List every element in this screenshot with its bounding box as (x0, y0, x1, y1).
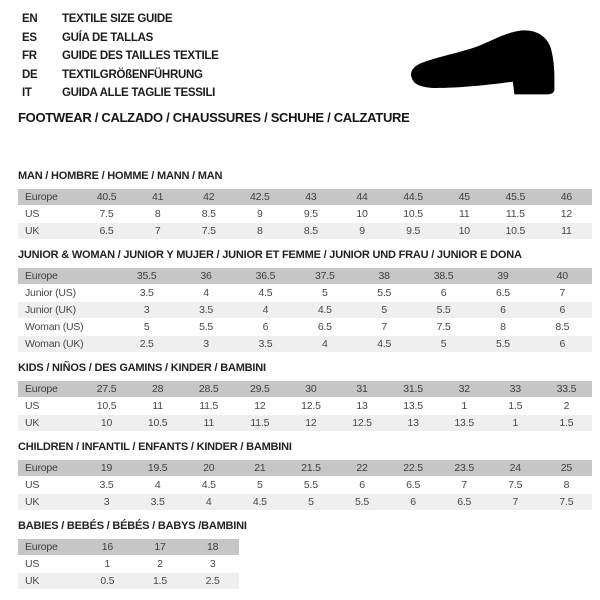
size-value: 2.5 (186, 573, 239, 589)
size-value: 12 (234, 398, 285, 414)
lang-row-de (22, 66, 219, 85)
size-value: 13 (336, 398, 387, 414)
size-value: 2 (134, 556, 187, 572)
section-kids (18, 362, 592, 432)
size-value: 22 (336, 460, 387, 476)
section-babies (18, 520, 592, 590)
lang-code: ES (22, 31, 37, 44)
size-value: 38 (355, 268, 414, 284)
section-children (18, 441, 592, 511)
row-label: Europe (18, 381, 81, 397)
size-value: 39 (473, 268, 532, 284)
row-label: Europe (18, 539, 81, 555)
size-value: 30 (285, 381, 336, 397)
size-value: 17 (134, 539, 187, 555)
size-value: 28.5 (183, 381, 234, 397)
size-value: 31 (336, 381, 387, 397)
size-value: 4.5 (236, 285, 295, 301)
size-value: 37.5 (295, 268, 354, 284)
size-value: 33.5 (541, 381, 592, 397)
size-table-junior-woman (18, 267, 592, 353)
size-value: 38.5 (414, 268, 473, 284)
section-title-children: CHILDREN / INFANTIL / ENFANTS / KINDER / BAMBINI (18, 441, 292, 453)
row-label: US (18, 477, 81, 493)
section-title-kids: KIDS / NIÑOS / DES GAMINS / KINDER / BAMBINI (18, 362, 266, 374)
size-value: 1.5 (134, 573, 187, 589)
size-value: 5.5 (336, 494, 387, 510)
size-value: 11 (541, 223, 592, 239)
size-value: 10.5 (388, 206, 439, 222)
row-label: Europe (18, 460, 81, 476)
size-table-man (18, 188, 592, 240)
size-value: 8.5 (183, 206, 234, 222)
size-value: 4.5 (234, 494, 285, 510)
size-value: 7.5 (414, 319, 473, 335)
dress-shoe-icon (394, 24, 574, 104)
lang-label: GUIDE DES TAILLES TEXTILE (62, 50, 219, 62)
size-value: 7 (132, 223, 183, 239)
lang-code: DE (22, 68, 38, 81)
size-value: 12 (541, 206, 592, 222)
size-value: 46 (541, 189, 592, 205)
table-row (18, 460, 592, 476)
row-label: US (18, 206, 81, 222)
row-label: Europe (18, 268, 117, 284)
size-value: 0.5 (81, 573, 134, 589)
size-value: 10 (81, 415, 132, 431)
size-value: 4 (183, 494, 234, 510)
language-list (22, 10, 219, 103)
size-value: 8 (132, 206, 183, 222)
section-title-man: MAN / HOMBRE / HOMME / MANN / MAN (18, 170, 223, 182)
size-value: 2 (541, 398, 592, 414)
size-value: 10 (439, 223, 490, 239)
lang-row-es (22, 29, 219, 48)
size-value: 6 (388, 494, 439, 510)
size-value: 18 (186, 539, 239, 555)
size-value: 6 (236, 319, 295, 335)
table-row (18, 494, 592, 510)
size-value: 42.5 (234, 189, 285, 205)
size-value: 5.5 (355, 285, 414, 301)
size-value: 7 (533, 285, 592, 301)
lang-label: GUÍA DE TALLAS (62, 31, 153, 44)
size-table-children (18, 459, 592, 511)
table-row (18, 268, 592, 284)
size-value: 1.5 (490, 398, 541, 414)
size-value: 25 (541, 460, 592, 476)
size-value: 4.5 (355, 336, 414, 352)
size-value: 3 (117, 302, 176, 318)
size-value: 10.5 (132, 415, 183, 431)
section-title-babies: BABIES / BEBÉS / BÉBÉS / BABYS /BAMBINI (18, 520, 247, 532)
size-value: 1.5 (541, 415, 592, 431)
size-value: 29.5 (234, 381, 285, 397)
size-value: 11.5 (234, 415, 285, 431)
lang-label: GUIDA ALLE TAGLIE TESSILI (62, 87, 216, 99)
size-value: 3.5 (236, 336, 295, 352)
size-value: 12.5 (336, 415, 387, 431)
size-value: 16 (81, 539, 134, 555)
size-value: 40.5 (81, 189, 132, 205)
size-value: 2.5 (117, 336, 176, 352)
row-label: UK (18, 223, 81, 239)
size-value: 7.5 (541, 494, 592, 510)
row-label: US (18, 398, 81, 414)
size-value: 36 (176, 268, 235, 284)
size-value: 3.5 (81, 477, 132, 493)
size-value: 4 (236, 302, 295, 318)
table-row (18, 381, 592, 397)
row-label: UK (18, 494, 81, 510)
section-man (18, 170, 592, 240)
size-value: 3.5 (132, 494, 183, 510)
size-value: 3 (186, 556, 239, 572)
size-value: 44 (336, 189, 387, 205)
lang-row-it (22, 84, 219, 103)
section-junior-woman (18, 249, 592, 353)
size-value: 32 (439, 381, 490, 397)
size-value: 6 (414, 285, 473, 301)
size-value: 45 (439, 189, 490, 205)
lang-code: FR (22, 50, 37, 62)
size-value: 4.5 (183, 477, 234, 493)
size-value: 9.5 (388, 223, 439, 239)
size-value: 11.5 (183, 398, 234, 414)
size-value: 7.5 (490, 477, 541, 493)
size-value: 3 (176, 336, 235, 352)
table-row (18, 477, 592, 493)
size-value: 10 (336, 206, 387, 222)
size-value: 4 (176, 285, 235, 301)
lang-label: TEXTILE SIZE GUIDE (62, 13, 173, 25)
size-value: 7 (439, 477, 490, 493)
table-row (18, 189, 592, 205)
size-value: 6 (533, 336, 592, 352)
size-value: 6 (473, 302, 532, 318)
size-value: 11.5 (490, 206, 541, 222)
size-value: 8.5 (285, 223, 336, 239)
size-value: 31.5 (388, 381, 439, 397)
table-row (18, 206, 592, 222)
size-value: 35.5 (117, 268, 176, 284)
size-value: 8 (473, 319, 532, 335)
size-value: 6.5 (439, 494, 490, 510)
size-value: 41 (132, 189, 183, 205)
size-value: 5.5 (285, 477, 336, 493)
size-value: 13 (388, 415, 439, 431)
size-value: 9.5 (285, 206, 336, 222)
row-label: Woman (US) (18, 319, 117, 335)
size-value: 12 (285, 415, 336, 431)
size-value: 40 (533, 268, 592, 284)
size-value: 6.5 (388, 477, 439, 493)
size-value: 27.5 (81, 381, 132, 397)
size-value: 33 (490, 381, 541, 397)
size-value: 10.5 (490, 223, 541, 239)
size-value: 6 (533, 302, 592, 318)
row-label: US (18, 556, 81, 572)
lang-code: EN (22, 13, 38, 25)
table-row (18, 319, 592, 335)
size-value: 11 (132, 398, 183, 414)
size-value: 5.5 (473, 336, 532, 352)
size-value: 1 (439, 398, 490, 414)
table-row (18, 539, 239, 555)
size-value: 4.5 (295, 302, 354, 318)
size-value: 44.5 (388, 189, 439, 205)
size-value: 8 (234, 223, 285, 239)
size-value: 24 (490, 460, 541, 476)
size-value: 6.5 (473, 285, 532, 301)
size-value: 19 (81, 460, 132, 476)
size-value: 5 (285, 494, 336, 510)
size-value: 7 (490, 494, 541, 510)
size-value: 8.5 (533, 319, 592, 335)
size-value: 7.5 (183, 223, 234, 239)
size-value: 21 (234, 460, 285, 476)
size-table-babies (18, 538, 239, 590)
size-tables (18, 170, 592, 599)
size-value: 7 (355, 319, 414, 335)
size-value: 11 (183, 415, 234, 431)
table-row (18, 302, 592, 318)
size-value: 28 (132, 381, 183, 397)
size-value: 7.5 (81, 206, 132, 222)
size-value: 5 (414, 336, 473, 352)
table-row (18, 573, 239, 589)
size-value: 3.5 (176, 302, 235, 318)
row-label: UK (18, 415, 81, 431)
size-value: 3.5 (117, 285, 176, 301)
size-value: 13.5 (388, 398, 439, 414)
size-value: 6.5 (295, 319, 354, 335)
size-value: 45.5 (490, 189, 541, 205)
table-row (18, 556, 239, 572)
section-title-junior-woman: JUNIOR & WOMAN / JUNIOR Y MUJER / JUNIOR ET FEMME / JUNIOR UND FRAU / JUNIOR E DONA (18, 249, 522, 261)
size-value: 9 (336, 223, 387, 239)
size-value: 11 (439, 206, 490, 222)
row-label: Woman (UK) (18, 336, 117, 352)
size-value: 4 (295, 336, 354, 352)
size-value: 5.5 (176, 319, 235, 335)
table-row (18, 398, 592, 414)
size-value: 5 (355, 302, 414, 318)
size-value: 8 (541, 477, 592, 493)
size-value: 10.5 (81, 398, 132, 414)
row-label: Junior (US) (18, 285, 117, 301)
table-row (18, 415, 592, 431)
size-value: 5 (295, 285, 354, 301)
row-label: Europe (18, 189, 81, 205)
size-value: 43 (285, 189, 336, 205)
size-value: 3 (81, 494, 132, 510)
size-value: 1 (81, 556, 134, 572)
table-row (18, 223, 592, 239)
size-value: 5.5 (414, 302, 473, 318)
size-value: 42 (183, 189, 234, 205)
size-value: 6 (336, 477, 387, 493)
lang-label: TEXTILGRÖßENFÜHRUNG (62, 68, 203, 81)
size-table-kids (18, 380, 592, 432)
size-value: 20 (183, 460, 234, 476)
table-row (18, 336, 592, 352)
row-label: Junior (UK) (18, 302, 117, 318)
size-value: 22.5 (388, 460, 439, 476)
size-value: 23.5 (439, 460, 490, 476)
size-value: 36.5 (236, 268, 295, 284)
lang-code: IT (22, 87, 32, 99)
size-value: 1 (490, 415, 541, 431)
size-value: 19.5 (132, 460, 183, 476)
lang-row-fr (22, 47, 219, 66)
footwear-category-title: FOOTWEAR / CALZADO / CHAUSSURES / SCHUHE / CALZATURE (18, 110, 410, 125)
lang-row-en (22, 10, 219, 29)
size-value: 5 (117, 319, 176, 335)
size-value: 6.5 (81, 223, 132, 239)
size-value: 21.5 (285, 460, 336, 476)
row-label: UK (18, 573, 81, 589)
table-row (18, 285, 592, 301)
size-value: 5 (234, 477, 285, 493)
size-value: 12.5 (285, 398, 336, 414)
size-value: 9 (234, 206, 285, 222)
size-value: 13.5 (439, 415, 490, 431)
size-value: 4 (132, 477, 183, 493)
